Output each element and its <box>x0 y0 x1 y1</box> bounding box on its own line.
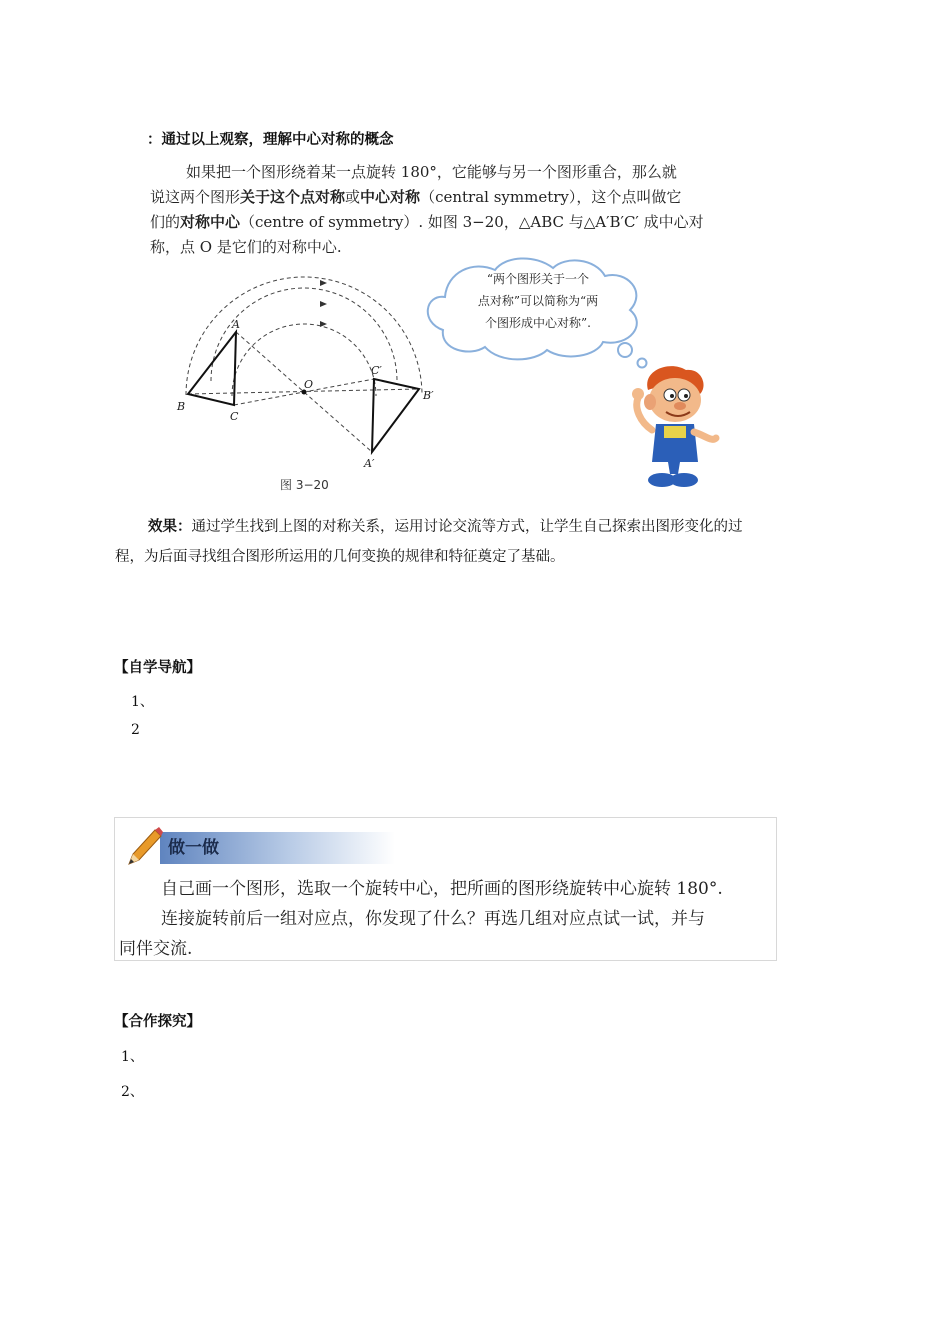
label-b: B <box>177 400 186 413</box>
bubble-line: 点对称”可以简称为“两 <box>477 294 599 308</box>
hand <box>632 388 644 400</box>
text-span: （centre of symmetry）. 如图 3−20，△ABC 与△A′B′C′ 成中心对 <box>240 213 704 231</box>
label-a: A <box>232 318 240 331</box>
zuoyizuo-line: 自己画一个图形，选取一个旋转中心，把所画的图形绕旋转中心旋转 180°. <box>161 879 723 899</box>
self-study-item-1: 1、 <box>131 694 154 710</box>
term-bold: 对称中心 <box>180 213 241 231</box>
bubble-dot <box>618 343 632 357</box>
self-study-item-2: 2 <box>131 722 140 738</box>
effect-line: 程，为后面寻找组合图形所运用的几何变换的规律和特征奠定了基础。 <box>115 549 565 565</box>
label-c: C <box>230 410 239 423</box>
eye <box>664 389 676 401</box>
term-bold: 关于这个点对称 <box>240 188 346 206</box>
effect-line <box>115 512 855 542</box>
effect-paragraph <box>115 512 855 572</box>
bubble-text <box>450 268 626 334</box>
cooperation-item-1: 1、 <box>121 1049 144 1065</box>
cooperation-item-2: 2、 <box>121 1084 144 1100</box>
zuoyizuo-text <box>119 874 774 964</box>
label-c-prime: C′ <box>371 364 382 377</box>
textbook-line <box>150 210 730 235</box>
zuoyizuo-line: 连接旋转前后一组对应点，你发现了什么？再选几组对应点试一试，并与 <box>161 909 705 929</box>
arrow-head <box>320 280 327 286</box>
term-bold: 中心对称 <box>360 188 421 206</box>
textbook-paragraph <box>150 160 730 260</box>
text-span: 说这两个图形 <box>150 188 241 206</box>
zuoyizuo-box <box>114 817 777 961</box>
cooperation-title: 【合作探究】 <box>114 1014 201 1030</box>
arrow-head <box>320 321 327 327</box>
pencil-icon <box>119 822 167 870</box>
text-span: （central symmetry），这个点叫做它 <box>420 188 682 206</box>
pupil <box>684 394 688 398</box>
effect-label: 效果： <box>148 519 192 535</box>
zuoyizuo-title: 做一做 <box>168 838 219 858</box>
figure-caption: 图 3−20 <box>280 478 329 492</box>
label-b-prime: B′ <box>423 389 434 402</box>
text-span: 或 <box>345 188 361 206</box>
label-o: O <box>304 378 314 391</box>
side-arm <box>694 432 716 439</box>
textbook-line: 称，点 O 是它们的对称中心. <box>150 238 342 256</box>
text-span: 们的 <box>150 213 181 231</box>
ear <box>644 394 656 410</box>
bubble-line: 个图形成中心对称”. <box>485 316 591 330</box>
shoe <box>670 473 698 487</box>
textbook-line: 如果把一个图形绕着某一点旋转 180°，它能够与另一个图形重合，那么就 <box>186 163 677 181</box>
nose <box>674 402 686 410</box>
effect-text: 通过学生找到上图的对称关系，运用讨论交流等方式，让学生自己探索出图形变化的过 <box>191 519 743 535</box>
arrow-head <box>320 301 327 307</box>
pupil <box>670 394 674 398</box>
shirt <box>664 426 686 438</box>
self-study-title: 【自学导航】 <box>114 660 201 676</box>
label-a-prime: A′ <box>364 457 375 470</box>
zuoyizuo-line: 同伴交流. <box>119 939 193 959</box>
textbook-line <box>150 185 730 210</box>
section-intro-heading: ：通过以上观察，理解中心对称的概念 <box>147 132 394 148</box>
cartoon-boy-illustration <box>620 362 725 492</box>
eye <box>678 389 690 401</box>
bubble-line: “两个图形关于一个 <box>486 272 590 286</box>
